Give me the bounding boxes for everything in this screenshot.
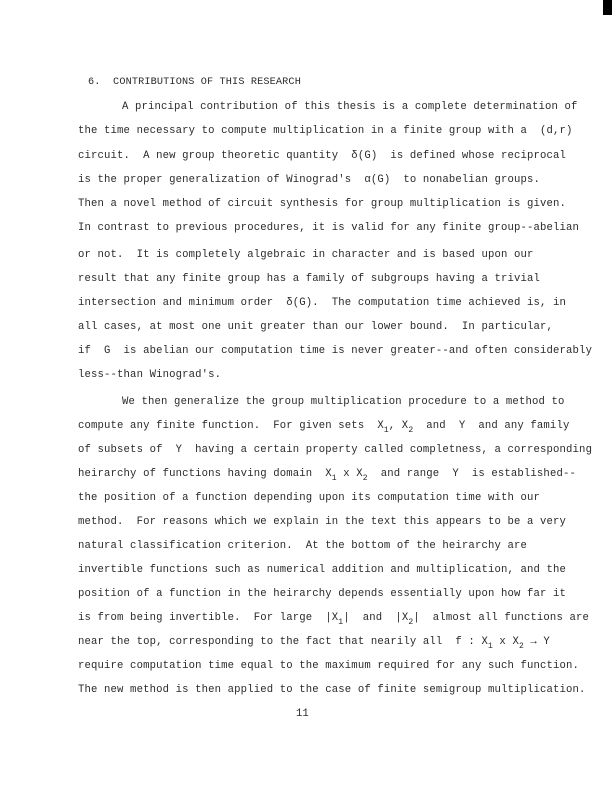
- text-line: [78, 124, 573, 138]
- text-segment: result that any finite group has a family of subgroups having a trivial: [78, 273, 541, 285]
- text-line: [78, 272, 540, 286]
- text-line: [78, 173, 540, 187]
- text-segment: In contrast to previous procedures, it is valid for any finite group--abelian: [78, 222, 580, 234]
- text-segment: require computation time equal to the maximum required for any such function.: [78, 660, 580, 672]
- text-segment: and Y and any family: [413, 420, 570, 432]
- text-segment: x X: [492, 636, 519, 648]
- text-segment: The new method is then applied to the case of finite semigroup multiplication.: [78, 684, 586, 696]
- text-segment: and range Y is established--: [367, 468, 576, 480]
- text-segment: → Y: [523, 636, 550, 648]
- text-segment: invertible functions such as numerical addition and multiplication, and the: [78, 564, 567, 576]
- text-segment: compute any finite function. For given sets X: [78, 420, 384, 432]
- text-line: [78, 221, 579, 235]
- text-segment: A principal contribution of this thesis is a complete determination of: [122, 101, 578, 113]
- text-segment: position of a function in the heirarchy depends essentially upon how far it: [78, 588, 567, 600]
- subscript: 1: [383, 426, 389, 435]
- text-line: [78, 515, 566, 529]
- text-line: [78, 659, 579, 673]
- text-line: [78, 587, 566, 601]
- text-segment: circuit. A new group theoretic quantity δ(G) is defined whose reciprocal: [78, 150, 567, 162]
- text-segment: intersection and minimum order δ(G). The computation time achieved is, in: [78, 297, 567, 309]
- text-line: [78, 635, 550, 650]
- text-line: [78, 683, 586, 697]
- text-line: [78, 368, 221, 382]
- text-line: [78, 611, 589, 626]
- text-line: [122, 395, 565, 409]
- text-segment: all cases, at most one unit greater than our lower bound. In particular,: [78, 321, 554, 333]
- section-heading: 6. CONTRIBUTIONS OF THIS RESEARCH: [88, 77, 301, 88]
- text-line: [78, 320, 553, 334]
- text-segment: method. For reasons which we explain in the text this appears to be a very: [78, 516, 567, 528]
- text-segment: the time necessary to compute multiplication in a finite group with a (d,r): [78, 125, 573, 137]
- subscript: 2: [408, 618, 414, 627]
- text-line: [78, 491, 540, 505]
- subscript: 2: [408, 426, 414, 435]
- text-line: [78, 563, 566, 577]
- subscript: 1: [331, 474, 337, 483]
- subscript: 1: [487, 642, 493, 651]
- text-segment: is from being invertible. For large |X: [78, 612, 339, 624]
- text-segment: is the proper generalization of Winograd's α(G) to nonabelian groups.: [78, 174, 541, 186]
- text-segment: We then generalize the group multiplication procedure to a method to: [122, 396, 565, 408]
- text-line: [78, 248, 534, 262]
- text-segment: natural classification criterion. At the bottom of the heirarchy are: [78, 540, 528, 552]
- text-segment: of subsets of Y having a certain property called completness, a corresponding: [78, 444, 593, 456]
- text-segment: x X: [336, 468, 363, 480]
- text-segment: less--than Winograd's.: [78, 369, 222, 381]
- text-line: [78, 467, 576, 482]
- text-line: [78, 539, 527, 553]
- text-segment: heirarchy of functions having domain X: [78, 468, 332, 480]
- text-line: [78, 344, 592, 358]
- subscript: 2: [518, 642, 524, 651]
- text-segment: near the top, corresponding to the fact that nearily all f : X: [78, 636, 488, 648]
- text-line: [78, 443, 592, 457]
- page-number: 11: [296, 708, 309, 720]
- text-segment: Then a novel method of circuit synthesis for group multiplication is given.: [78, 198, 567, 210]
- text-segment: the position of a function depending upon its computation time with our: [78, 492, 541, 504]
- text-segment: or not. It is completely algebraic in character and is based upon our: [78, 249, 534, 261]
- subscript: 2: [362, 474, 368, 483]
- text-segment: if G is abelian our computation time is never greater--and often considerably: [78, 345, 593, 357]
- text-line: [78, 149, 566, 163]
- text-segment: , X: [388, 420, 409, 432]
- text-line: [78, 419, 569, 434]
- text-line: [78, 197, 566, 211]
- text-line: [78, 296, 566, 310]
- text-segment: | almost all functions are: [413, 612, 589, 624]
- subscript: 1: [338, 618, 344, 627]
- text-segment: | and |X: [343, 612, 409, 624]
- text-line: [122, 100, 578, 114]
- scan-corner-mark: [603, 0, 612, 15]
